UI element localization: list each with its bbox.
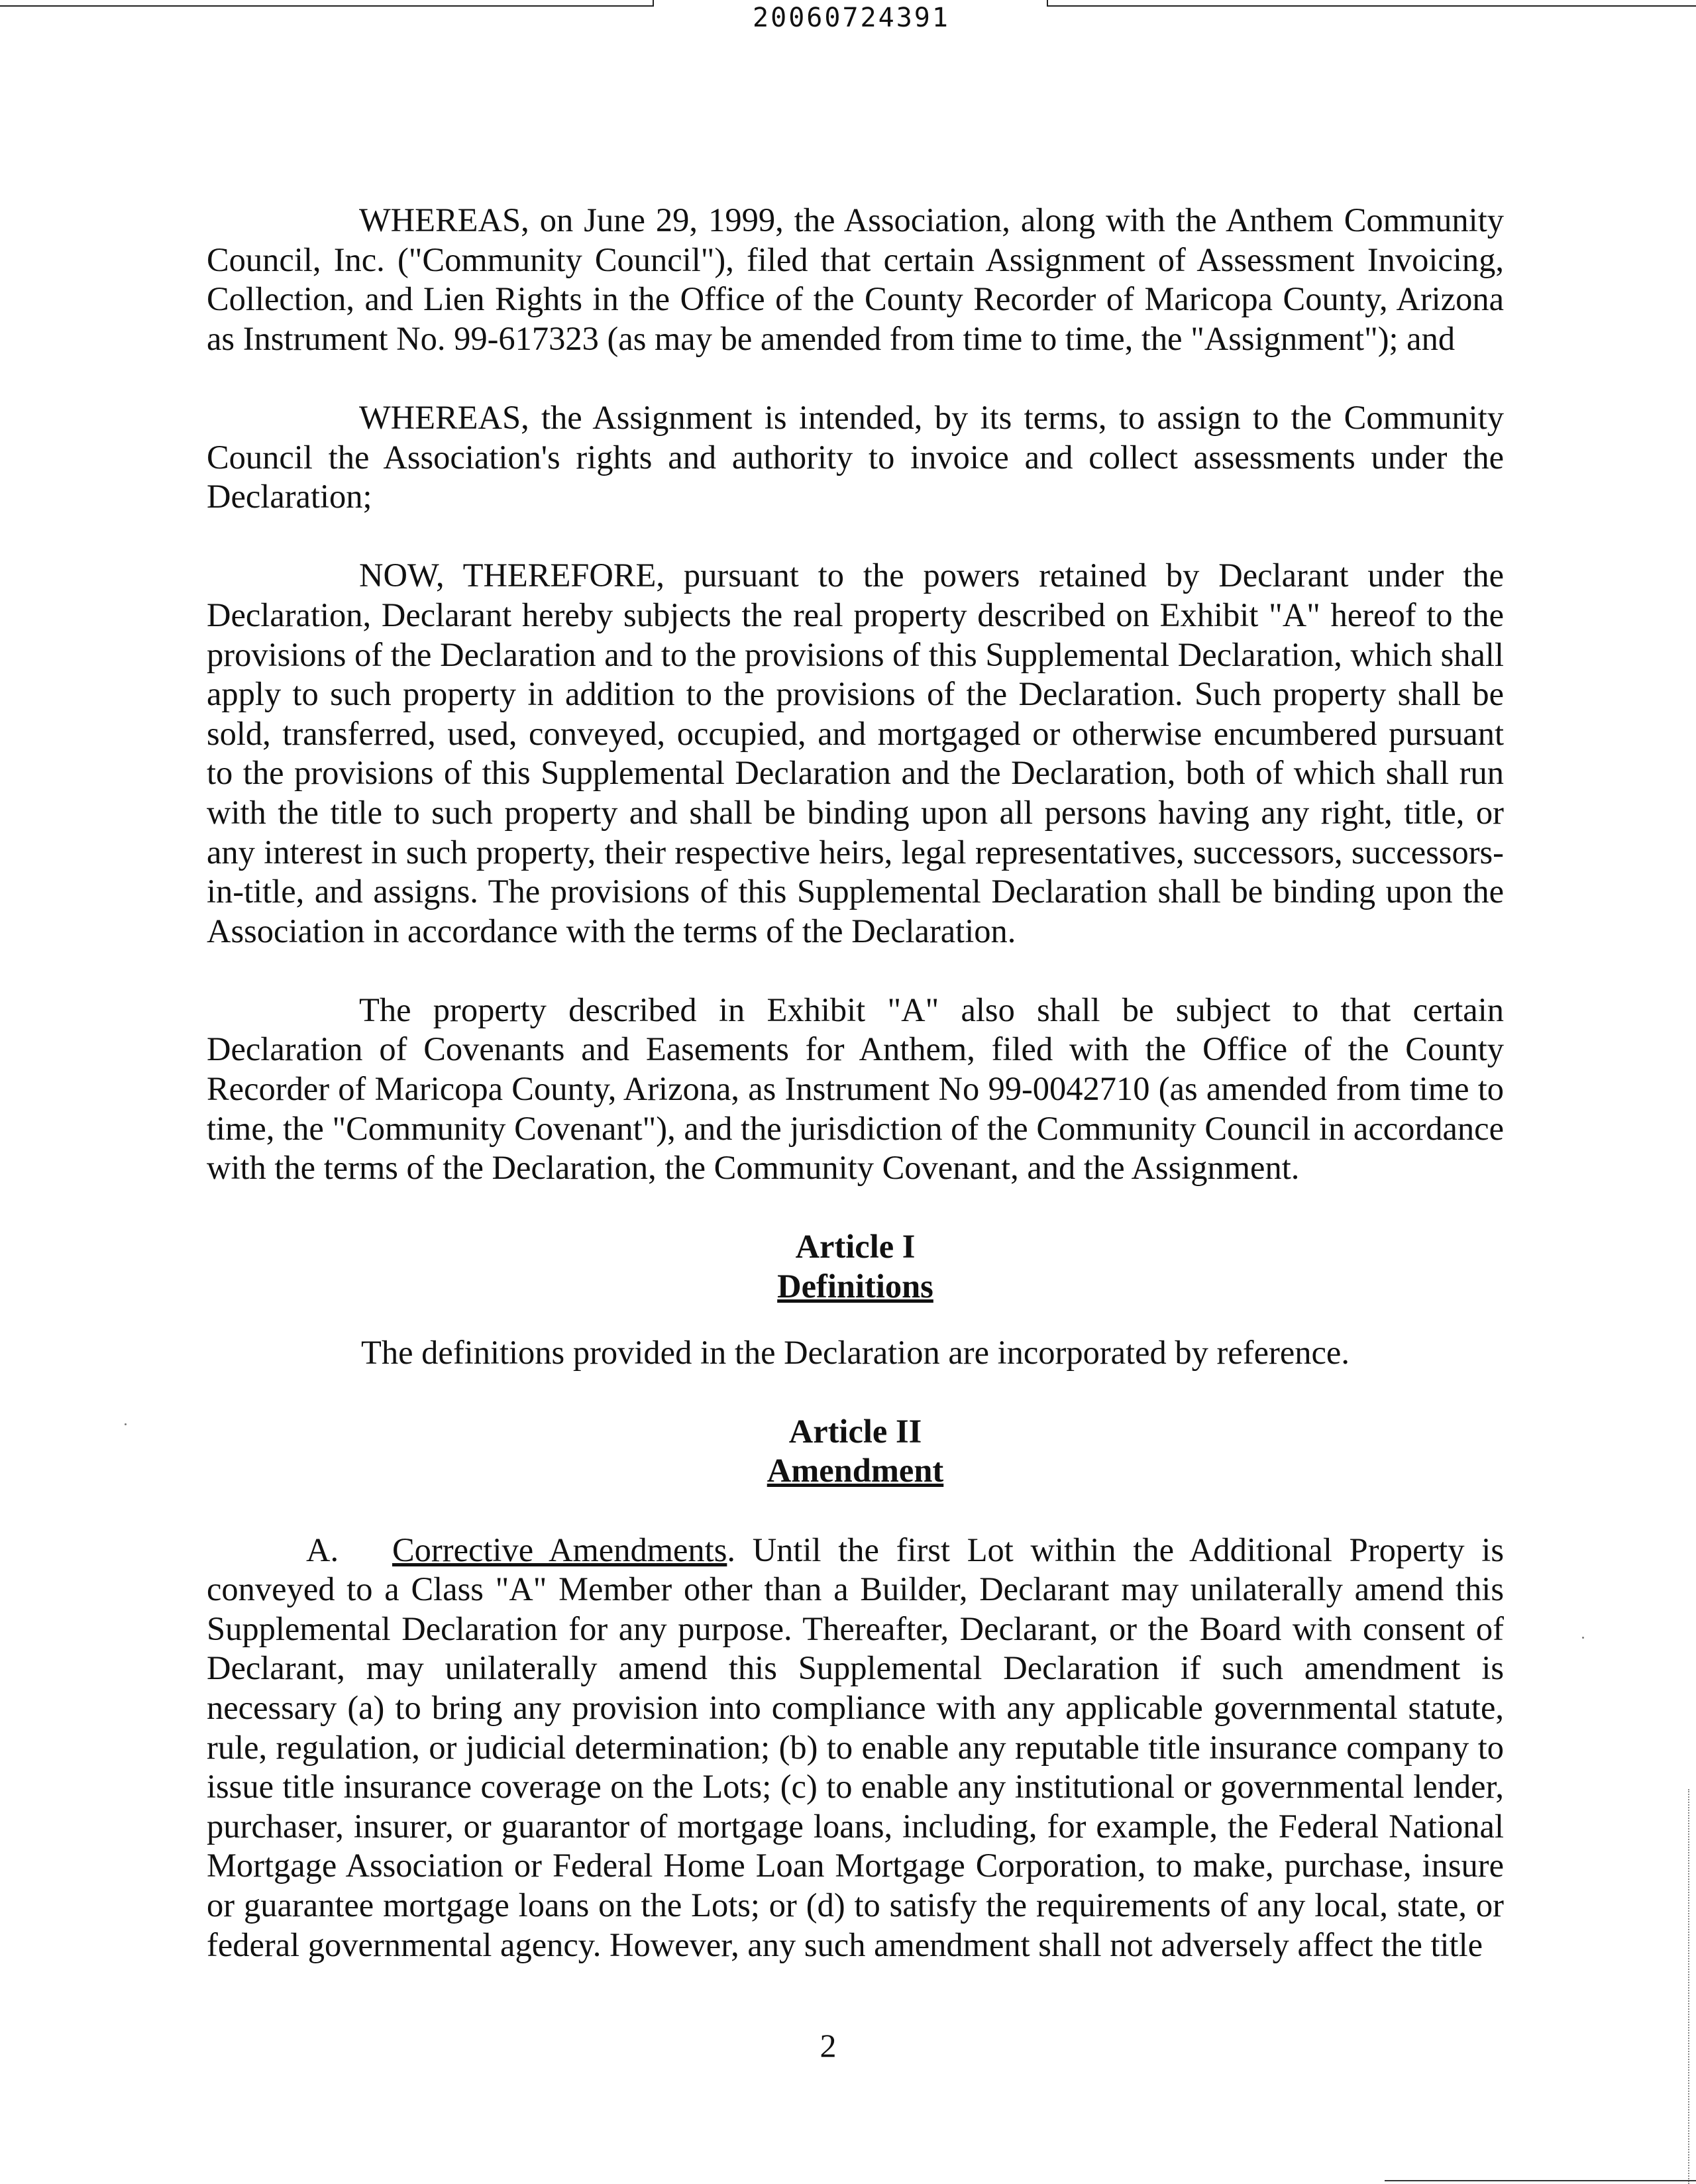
page-number: 2 — [820, 2027, 837, 2064]
scan-speck — [1582, 1637, 1584, 1639]
section-a-title: Corrective Amendments — [392, 1531, 727, 1568]
scan-border-tick-right — [1047, 0, 1048, 7]
scan-right-edge — [1688, 1789, 1689, 2184]
section-a-letter: A. — [306, 1531, 339, 1568]
now-therefore-paragraph: NOW, THEREFORE, pursuant to the powers retained by Declarant under the Declaration, Declarant hereby subjects the real property described on Exhibit "A" hereof to the provisions of the Declaration and to the provisions of this Supplemental Declaration, which shall apply to such property in addition to the provisions of the Declaration. Such property shall be sold, transferred, used, conveyed, occupied, and mortgaged or otherwise encumbered pursuant to the provisions of this Supplemental Declaration and the Declaration, both of which shall run with the title to such property and shall be binding upon all persons having any right, title, or any interest in such property, their respective heirs, legal representatives, successors, successors-in-title, and assigns. The provisions of this Supplemental Declaration shall be binding upon the Association in accordance with the terms of the Declaration. — [207, 557, 1504, 950]
scan-speck — [125, 1423, 127, 1425]
document-body — [207, 201, 1504, 1965]
article-1-title: Definitions — [777, 1268, 933, 1305]
scan-bottom-edge — [1385, 2180, 1696, 2181]
article-1-heading: Article I — [795, 1228, 916, 1266]
scan-border-left — [0, 5, 653, 7]
exhibit-a-paragraph: The property described in Exhibit "A" also shall be subject to that certain Declaration of Covenants and Easements for Anthem, filed with the Office of the County Recorder of Maricopa County, Arizona, as Instrument No 99-0042710 (as amended from time to time, the "Community Covenant"), and the jurisdiction of the Community Council in accordance with the terms of the Declaration, the Community Covenant, and the Assignment. — [207, 991, 1504, 1187]
whereas-paragraph-2: WHEREAS, the Assignment is intended, by its terms, to assign to the Community Council the Association's rights and authority to invoice and collect assessments under the Declaration; — [207, 398, 1504, 516]
scan-border-right — [1047, 5, 1696, 7]
article-2-title: Amendment — [767, 1452, 944, 1490]
scan-border-tick-left — [653, 0, 654, 7]
section-a-text: . Until the first Lot within the Additional Property is conveyed to a Class "A" Member other than a Builder, Declarant may unilaterally amend this Supplemental Declaration for any purpose. Thereafter, Declarant, or the Board with consent of Declarant, may unilaterally amend this Supplemental Declaration if such amendment is necessary (a) to bring any provision into compliance with any applicable governmental statute, rule, regulation, or judicial determination; (b) to enable any reputable title insurance company to issue title insurance coverage on the Lots; (c) to enable any institutional or governmental lender, purchaser, insurer, or guarantor of mortgage loans, including, for example, the Federal National Mortgage Association or Federal Home Loan Mortgage Corporation, to make, purchase, insure or guarantee mortgage loans on the Lots; or (d) to satisfy the requirements of any local, state, or federal governmental agency. However, any such amendment shall not adversely affect the title — [207, 1531, 1504, 1963]
recording-number: 20060724391 — [753, 3, 950, 33]
article-2-heading: Article II — [788, 1412, 922, 1450]
article-1-text: The definitions provided in the Declaration are incorporated by reference. — [361, 1333, 1350, 1371]
whereas-paragraph-1: WHEREAS, on June 29, 1999, the Association, along with the Anthem Community Council, Inc. ("Community Council"), filed that certain Assignment of Assessment Invoicing, Collection, and Lien Rights in the Office of the County Recorder of Maricopa County, Arizona as Instrument No. 99-617323 (as may be amended from time to time, the "Assignment"); and — [207, 201, 1504, 357]
section-a-paragraph — [207, 1531, 1504, 1965]
